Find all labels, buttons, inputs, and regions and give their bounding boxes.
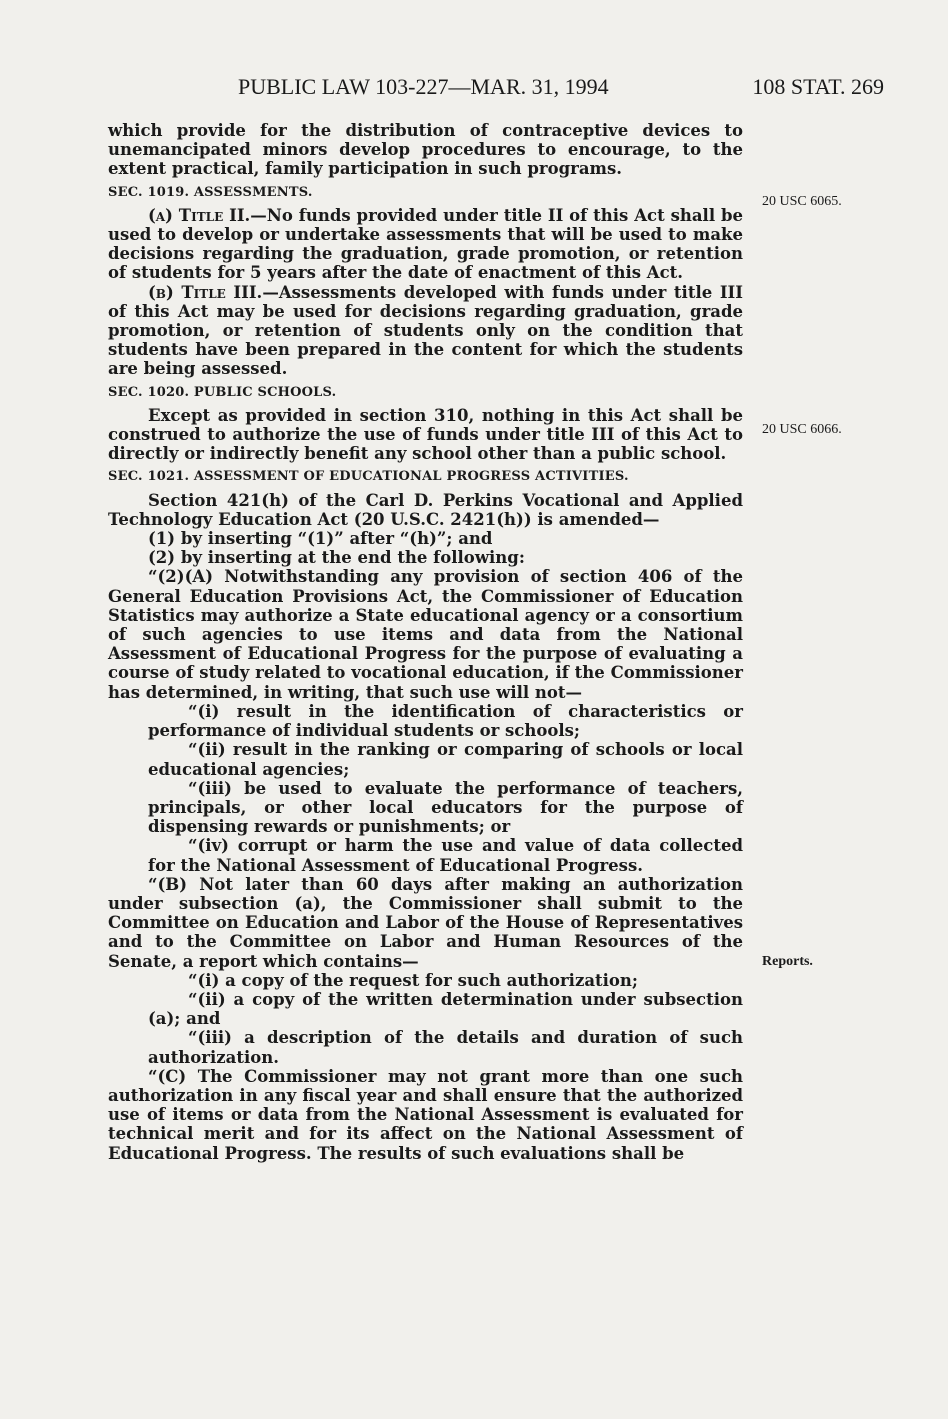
margin-note-usc-6066: 20 USC 6066. xyxy=(762,422,842,437)
margin-note-reports: Reports. xyxy=(762,954,813,969)
section-1021-2C: “(C) The Commissioner may not grant more than one such authorization in any fiscal year and shall ensure that the authorized use of items or data from the National Assessment is evaluated for technical merit and for its affect on the National Assessment of Educational Progress. The results of such evaluations shall be xyxy=(108,1066,743,1163)
body-text xyxy=(108,121,743,1163)
section-1020-text: Except as provided in section 310, nothing in this Act shall be construed to authorize the use of funds under title III of this Act to directly or indirectly benefit any school other than a public school. xyxy=(108,405,743,464)
section-1021-2A: “(2)(A) Notwithstanding any provision of section 406 of the General Education Provisions Act, the Commissioner of Education Statistics may authorize a State educational agency or a consortium of such agencies to use items and data from the National Assessment of Educational Progress for the purpose of evaluating a course of study related to vocational education, if the Commissioner has determined, in writing, that such use will not— xyxy=(108,567,743,702)
section-1019-a xyxy=(108,206,743,283)
section-1021-intro: Section 421(h) of the Carl D. Perkins Vocational and Applied Technology Education Act (20 U.S.C. 2421(h)) is amended— xyxy=(108,490,743,529)
section-1019-b-label: (b) Title III. xyxy=(148,282,263,302)
section-1019-b-text: —Assessments developed with funds under title III of this Act may be used for decisions regarding graduation, grade promotion, or retention of students only on the condition that students have been prepared in the content for which the students are being assessed. xyxy=(108,282,743,379)
section-1021-item-2: (2) by inserting at the end the following: xyxy=(148,548,525,568)
intro-paragraph: which provide for the distribution of contraceptive devices to unemancipated minors develop procedures to encourage, to the extent practical, family participation in such programs. xyxy=(108,121,743,179)
section-1021-item-1: (1) by inserting “(1)” after “(h)”; and xyxy=(148,529,493,549)
section-1021-2A-i: “(i) result in the identification of characteristics or performance of individual students or schools; xyxy=(148,701,743,741)
section-1019-a-label: (a) Title II. xyxy=(148,205,251,225)
section-1021-2B: “(B) Not later than 60 days after making an authorization under subsection (a), the Commissioner shall submit to the Committee on Education and Labor of the House of Representatives and to the Committee on Labor and Human Resources of the Senate, a report which contains— xyxy=(108,874,743,971)
section-1021-heading: SEC. 1021. ASSESSMENT OF EDUCATIONAL PROGRESS ACTIVITIES. xyxy=(108,469,629,485)
running-header xyxy=(0,74,948,106)
section-1019-b xyxy=(108,283,743,379)
section-1021-2A-ii: “(ii) result in the ranking or comparing of schools or local educational agencies; xyxy=(148,740,743,779)
section-1021-2A-iv: “(iv) corrupt or harm the use and value of data collected for the National Assessment of Educational Progress. xyxy=(148,836,743,875)
margin-note-usc-6065: 20 USC 6065. xyxy=(762,194,842,209)
section-1019-a-text: —No funds provided under title II of this Act shall be used to develop or undertake assessments that will be used to make decisions regarding the graduation, grade promotion, or retention of students for 5 years after the date of enactment of this Act. xyxy=(108,205,744,283)
section-1020-heading: SEC. 1020. PUBLIC SCHOOLS. xyxy=(108,384,337,400)
section-1019-heading: SEC. 1019. ASSESSMENTS. xyxy=(108,184,313,200)
section-1021-2B-ii: “(ii) a copy of the written determination under subsection (a); and xyxy=(148,989,743,1029)
header-title: PUBLIC LAW 103-227—MAR. 31, 1994 xyxy=(238,74,609,99)
section-1021-2B-i: “(i) a copy of the request for such authorization; xyxy=(188,970,638,990)
section-1021-2B-iii: “(iii) a description of the details and duration of such authorization. xyxy=(148,1028,743,1067)
header-stat-page: 108 STAT. 269 xyxy=(752,74,884,99)
section-1021-2A-iii: “(iii) be used to evaluate the performance of teachers, principals, or other local educators for the purpose of dispensing rewards or punishments; or xyxy=(148,778,743,837)
